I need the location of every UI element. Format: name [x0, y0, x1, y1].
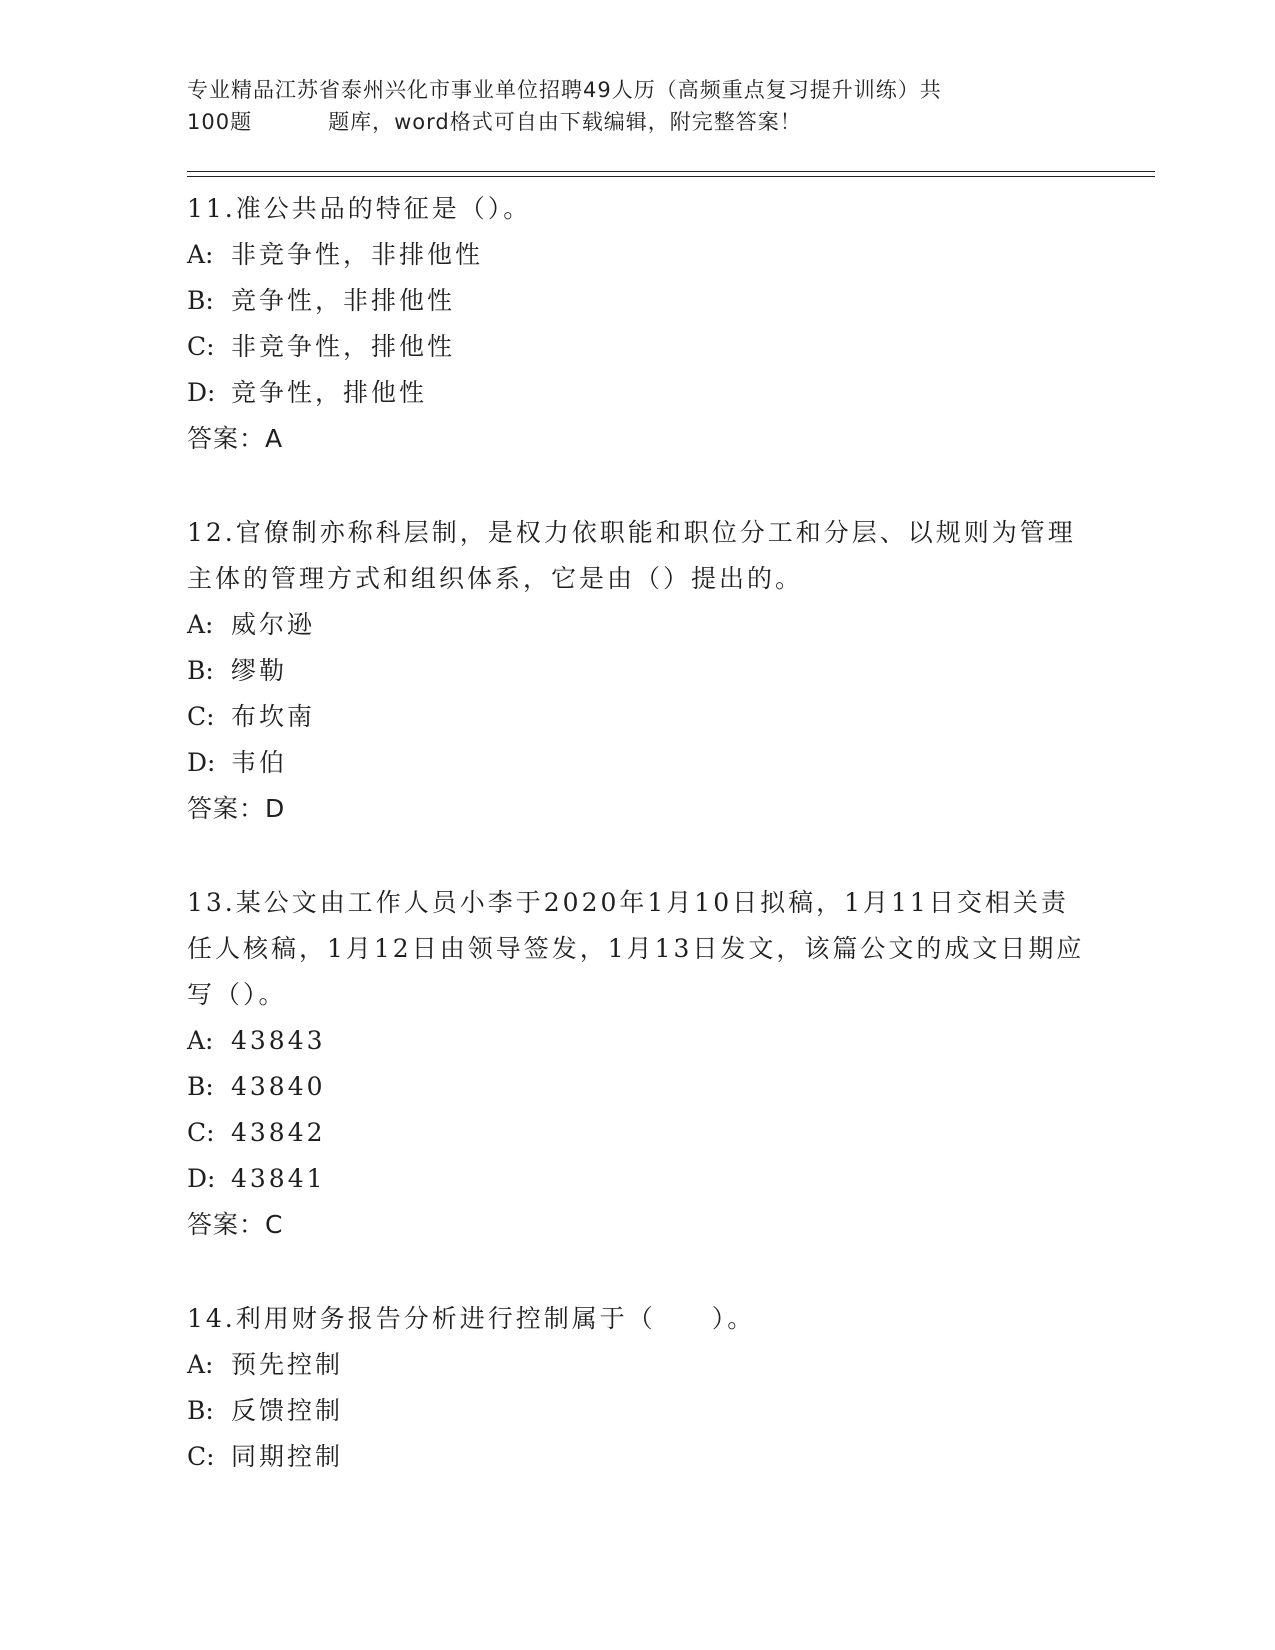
option-text: 43840: [231, 1072, 326, 1101]
header-divider-top: [187, 171, 1155, 172]
option-letter: C:: [187, 702, 215, 731]
option-d: [187, 370, 1087, 416]
option-letter: A:: [187, 1026, 214, 1055]
header-question-count: 100题: [187, 110, 253, 134]
option-c: [187, 1434, 1087, 1480]
option-a: [187, 602, 1087, 648]
option-text: 同期控制: [231, 1442, 344, 1471]
header-divider-bottom: [187, 176, 1155, 177]
question-14: [187, 1296, 1087, 1480]
option-a: [187, 1018, 1087, 1064]
document-header: [187, 74, 1087, 138]
question-stem: 11.准公共品的特征是（）。: [187, 194, 532, 223]
option-letter: A:: [187, 610, 214, 639]
option-letter: D:: [187, 378, 216, 407]
option-text: 预先控制: [231, 1350, 344, 1379]
option-a: [187, 1342, 1087, 1388]
option-letter: C:: [187, 1442, 215, 1471]
option-letter: C:: [187, 1118, 215, 1147]
option-letter: D:: [187, 748, 216, 777]
question-13: [187, 880, 1087, 1248]
option-letter: D:: [187, 1164, 216, 1193]
option-b: [187, 648, 1087, 694]
option-letter: B:: [187, 286, 214, 315]
question-stem: 14.利用财务报告分析进行控制属于（ ）。: [187, 1304, 756, 1333]
option-b: [187, 278, 1087, 324]
option-c: [187, 694, 1087, 740]
option-text: 缪勒: [231, 656, 288, 685]
option-b: [187, 1064, 1087, 1110]
header-description: 题库，word格式可自由下载编辑，附完整答案！: [328, 110, 802, 134]
answer-line: 答案：D: [187, 794, 286, 823]
option-letter: B:: [187, 1072, 214, 1101]
option-letter: A:: [187, 1350, 214, 1379]
option-d: [187, 1156, 1087, 1202]
option-c: [187, 324, 1087, 370]
header-title-line: 专业精品江苏省泰州兴化市事业单位招聘49人历（高频重点复习提升训练）共: [187, 78, 942, 102]
option-letter: B:: [187, 656, 214, 685]
option-c: [187, 1110, 1087, 1156]
option-text: 韦伯: [231, 748, 288, 777]
option-text: 竞争性，排他性: [231, 378, 428, 407]
question-12: [187, 510, 1087, 832]
option-text: 43842: [231, 1118, 326, 1147]
option-text: 布坎南: [231, 702, 316, 731]
option-text: 反馈控制: [231, 1396, 344, 1425]
answer-line: 答案：A: [187, 424, 284, 453]
question-stem: 12.官僚制亦称科层制，是权力依职能和职位分工和分层、以规则为管理主体的管理方式和组织体系，它是由（）提出的。: [187, 518, 1076, 593]
option-text: 非竞争性，排他性: [231, 332, 456, 361]
option-text: 43841: [231, 1164, 326, 1193]
option-text: 43843: [231, 1026, 326, 1055]
answer-line: 答案：C: [187, 1210, 284, 1239]
header-subtitle-line: [187, 106, 1087, 138]
question-stem: 13.某公文由工作人员小李于2020年1月10日拟稿，1月11日交相关责任人核稿，1月12日由领导签发，1月13日发文，该篇公文的成文日期应写（）。: [187, 888, 1085, 1009]
question-11: [187, 186, 1087, 462]
option-d: [187, 740, 1087, 786]
option-letter: C:: [187, 332, 215, 361]
option-text: 非竞争性，非排他性: [231, 240, 484, 269]
option-text: 竞争性，非排他性: [231, 286, 456, 315]
option-letter: A:: [187, 240, 214, 269]
option-a: [187, 232, 1087, 278]
option-letter: B:: [187, 1396, 214, 1425]
option-text: 威尔逊: [231, 610, 316, 639]
question-list: [187, 186, 1087, 1528]
option-b: [187, 1388, 1087, 1434]
